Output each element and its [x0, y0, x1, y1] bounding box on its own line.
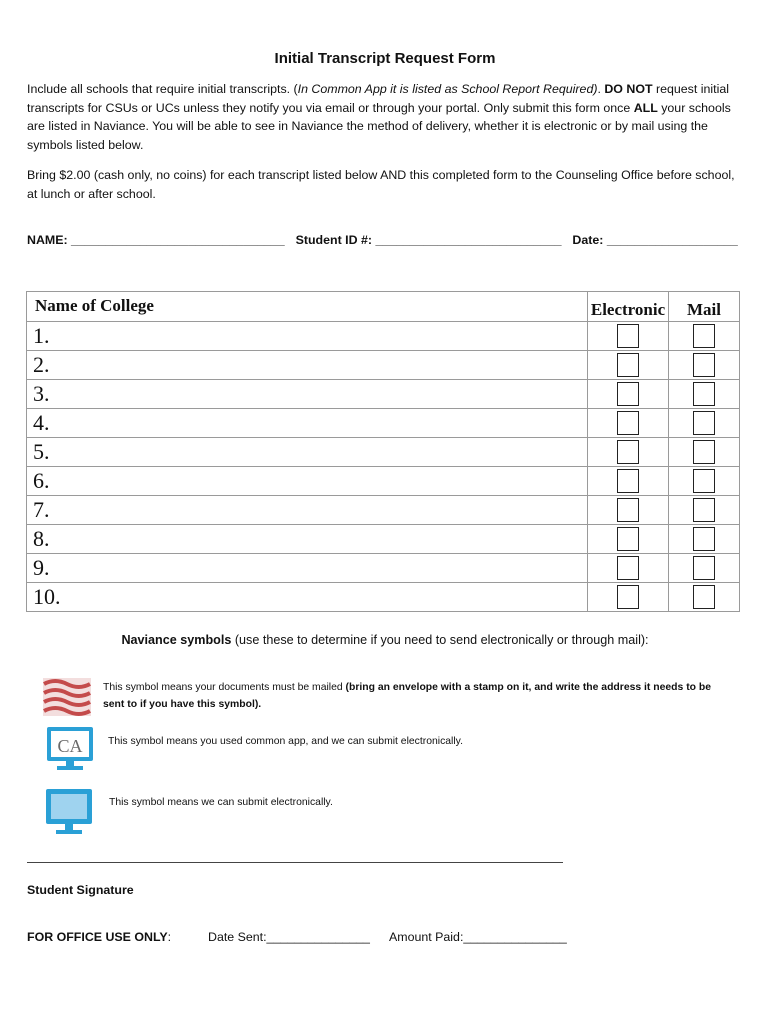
table-row — [27, 351, 740, 380]
mail-symbol-text: This symbol means your documents must be mailed — [103, 682, 346, 693]
form-title: Initial Transcript Request Form — [274, 50, 496, 67]
mail-checkbox[interactable] — [693, 382, 715, 406]
name-field[interactable]: NAME: _______________________________ — [27, 233, 285, 247]
date-field[interactable]: Date: ___________________ — [572, 233, 738, 247]
mail-cell — [669, 554, 740, 583]
office-use-colon: : — [167, 930, 172, 944]
intro-all: ALL — [633, 100, 658, 115]
intro-text-4: your schools are listed in Naviance. You will be able to see in Naviance the method of delivery, whether it is electronic or by mail using the symbols listed below. — [27, 100, 731, 152]
college-table — [26, 291, 740, 612]
intro-do-not: DO NOT — [604, 82, 653, 96]
electronic-cell — [588, 583, 669, 612]
date-sent-field[interactable]: Date Sent:_______________ — [208, 930, 370, 944]
header-mail: Mail — [669, 292, 740, 322]
mail-symbol-icon — [42, 676, 92, 718]
student-id-field[interactable]: Student ID #: ___________________________ — [295, 233, 562, 247]
electronic-cell — [588, 525, 669, 554]
mail-checkbox[interactable] — [693, 440, 715, 464]
electronic-cell — [588, 380, 669, 409]
mail-cell — [669, 525, 740, 554]
office-use-label — [27, 930, 171, 944]
mail-cell — [669, 380, 740, 409]
electronic-checkbox[interactable] — [617, 324, 639, 348]
table-row — [27, 554, 740, 583]
mail-checkbox[interactable] — [693, 324, 715, 348]
intro-text-3: request initial transcripts for CSUs or UCs unless they notify you via email or through your portal. Only submit this form once — [27, 82, 729, 115]
mail-cell — [669, 438, 740, 467]
electronic-checkbox[interactable] — [617, 498, 639, 522]
college-name-cell[interactable]: 2. — [27, 351, 588, 380]
college-name-cell[interactable]: 8. — [27, 525, 588, 554]
electronic-cell — [588, 409, 669, 438]
electronic-checkbox[interactable] — [617, 440, 639, 464]
header-name-of-college: Name of College — [27, 292, 588, 322]
electronic-cell — [588, 438, 669, 467]
naviance-heading — [0, 633, 770, 647]
electronic-checkbox[interactable] — [617, 382, 639, 406]
electronic-cell — [588, 322, 669, 351]
electronic-cell — [588, 351, 669, 380]
mail-checkbox[interactable] — [693, 469, 715, 493]
college-name-cell[interactable]: 1. — [27, 322, 588, 351]
electronic-checkbox[interactable] — [617, 469, 639, 493]
mail-cell — [669, 496, 740, 525]
mail-symbol-bold: (bring an envelope with a stamp on it, and write the address it needs to be sent to if you have this symbol). — [103, 682, 712, 710]
common-app-monitor-icon — [46, 726, 94, 772]
table-row — [27, 380, 740, 409]
mail-cell — [669, 467, 740, 496]
college-name-cell[interactable]: 6. — [27, 467, 588, 496]
mail-checkbox[interactable] — [693, 556, 715, 580]
college-name-cell[interactable]: 3. — [27, 380, 588, 409]
electronic-cell — [588, 467, 669, 496]
header-electronic: Electronic — [588, 292, 669, 322]
table-row — [27, 583, 740, 612]
electronic-checkbox[interactable] — [617, 411, 639, 435]
college-name-cell[interactable]: 9. — [27, 554, 588, 583]
signature-line[interactable] — [27, 862, 563, 863]
college-name-cell[interactable]: 4. — [27, 409, 588, 438]
table-row — [27, 409, 740, 438]
mail-checkbox[interactable] — [693, 411, 715, 435]
electronic-monitor-icon — [45, 788, 93, 836]
electronic-checkbox[interactable] — [617, 353, 639, 377]
ca-symbol-description: This symbol means you used common app, and we can submit electronically. — [108, 736, 463, 747]
table-row — [27, 525, 740, 554]
bring-paragraph: Bring $2.00 (cash only, no coins) for each transcript listed below AND this completed form to the Counseling Office before school, at lunch or after school. — [27, 168, 735, 201]
mail-cell — [669, 351, 740, 380]
table-row — [27, 467, 740, 496]
ca-icon-label: CA — [57, 736, 83, 756]
mail-checkbox[interactable] — [693, 527, 715, 551]
college-name-cell[interactable]: 7. — [27, 496, 588, 525]
mail-symbol-description — [103, 679, 713, 713]
naviance-heading-bold: Naviance symbols — [121, 633, 232, 647]
student-info-line — [27, 233, 738, 247]
mail-checkbox[interactable] — [693, 353, 715, 377]
mail-checkbox[interactable] — [693, 585, 715, 609]
mail-checkbox[interactable] — [693, 498, 715, 522]
college-name-cell[interactable]: 10. — [27, 583, 588, 612]
intro-text-1: Include all schools that require initial transcripts. ( — [27, 82, 298, 96]
electronic-cell — [588, 554, 669, 583]
mail-cell — [669, 583, 740, 612]
intro-italic: In Common App it is listed as School Report Required) — [297, 82, 598, 96]
electronic-checkbox[interactable] — [617, 527, 639, 551]
electronic-checkbox[interactable] — [617, 585, 639, 609]
table-row — [27, 496, 740, 525]
intro-text-2: . — [597, 82, 605, 96]
table-row — [27, 322, 740, 351]
electronic-checkbox[interactable] — [617, 556, 639, 580]
table-header-row — [27, 292, 740, 322]
naviance-heading-rest: (use these to determine if you need to send electronically or through mail): — [231, 633, 649, 647]
mail-cell — [669, 409, 740, 438]
amount-paid-field[interactable]: Amount Paid:_______________ — [389, 930, 567, 944]
intro-paragraph — [27, 80, 747, 154]
signature-label: Student Signature — [27, 883, 134, 897]
table-row — [27, 438, 740, 467]
electronic-symbol-description: This symbol means we can submit electronically. — [109, 797, 333, 808]
college-name-cell[interactable]: 5. — [27, 438, 588, 467]
office-use-bold: FOR OFFICE USE ONLY — [27, 930, 168, 944]
electronic-cell — [588, 496, 669, 525]
mail-cell — [669, 322, 740, 351]
